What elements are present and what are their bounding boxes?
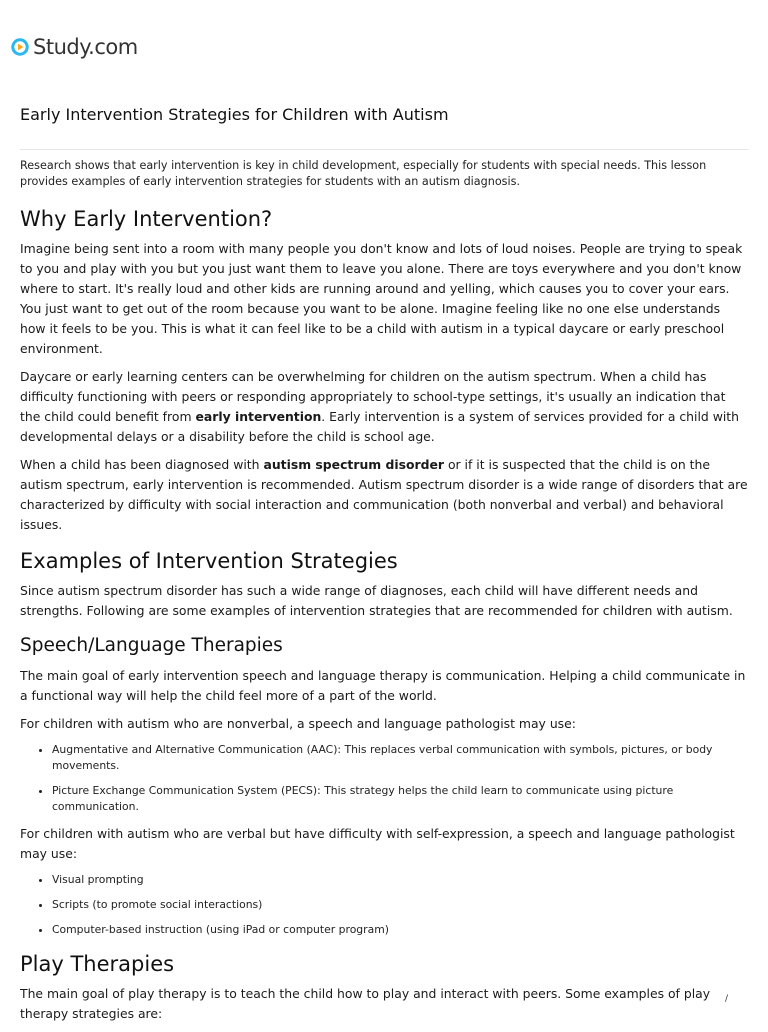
list-item: • Visual prompting [52,872,749,888]
paragraph [20,367,749,447]
paragraph: The main goal of early intervention speech and language therapy is communication. Helping a child communicate in a functional way will help the child feel more of a part of the world. [20,668,746,703]
list-item: • Augmentative and Alternative Communication (AAC): This replaces verbal communication with symbols, pictures, or body movements. [52,742,749,774]
term-early-intervention: early intervention [195,409,322,424]
paragraph-text: or if it is suspected that the child is on the autism spectrum, early intervention is recommended. Autism spectrum disorder is a wide range of disorders that are characterized by difficulty with social interaction and communication (both nonverbal and verbal) and behavioral issues. [20,457,748,532]
list-item: • Scripts (to promote social interactions) [52,897,749,913]
study-com-logo[interactable] [10,35,138,59]
paragraph-text: . Early intervention is a system of services provided for a child with developmental delays or a disability before the child is school age. [20,409,740,444]
paragraph: For children with autism who are nonverbal, a speech and language pathologist may use: [20,716,576,731]
logo-wordmark: Study.com [33,35,138,59]
heading-examples: Examples of Intervention Strategies [20,549,398,573]
heading-play-therapies: Play Therapies [20,952,175,976]
heading-why-early-intervention: Why Early Intervention? [20,207,273,231]
list-item: • Computer-based instruction (using iPad or computer program) [52,922,749,938]
play-circle-icon [10,37,30,57]
page-marker: / [724,994,728,1004]
paragraph: The main goal of play therapy is to teach the child how to play and interact with peers. Some examples of play therapy strategies are: [20,986,711,1021]
verbal-strategies-list [20,872,749,938]
heading-speech-language: Speech/Language Therapies [20,635,283,656]
paragraph: Imagine being sent into a room with many people you don't know and lots of loud noises. People are trying to speak to you and play with you but you just want them to leave you alone. There are toys everywhere and you don't know where to start. It's really loud and other kids are running around and yelling, which causes you to cover your ears. You just want to get out of the room because you want to be alone. Imagine feeling like no one else understands how it feels to be you. This is what it can feel like to be a child with autism in a typical daycare or early preschool environment. [20,241,743,356]
paragraph-text: Daycare or early learning centers can be overwhelming for children on the autism spectrum. When a child has difficulty functioning with peers or responding appropriately to school-type settings, it's usually an indication that the child could benefit from [20,369,726,424]
nonverbal-strategies-list [20,742,749,815]
paragraph: For children with autism who are verbal but have difficulty with self-expression, a speech and language pathologist may use: [20,826,735,861]
list-item: • Picture Exchange Communication System (PECS): This strategy helps the child learn to communicate using picture communication. [52,783,749,815]
lesson-summary: Research shows that early intervention is key in child development, especially for students with special needs. This lesson provides examples of early intervention strategies for students with an autism diagnosis. [20,159,707,188]
paragraph [20,455,749,535]
paragraph-text: When a child has been diagnosed with [20,457,264,472]
title-divider [20,149,749,150]
lesson-body [20,205,749,1032]
paragraph: Since autism spectrum disorder has such a wide range of diagnoses, each child will have different needs and strengths. Following are some examples of intervention strategies that are recommended for children with autism. [20,583,733,618]
page-title: Early Intervention Strategies for Children with Autism [20,105,449,124]
term-autism-spectrum-disorder: autism spectrum disorder [263,457,444,472]
